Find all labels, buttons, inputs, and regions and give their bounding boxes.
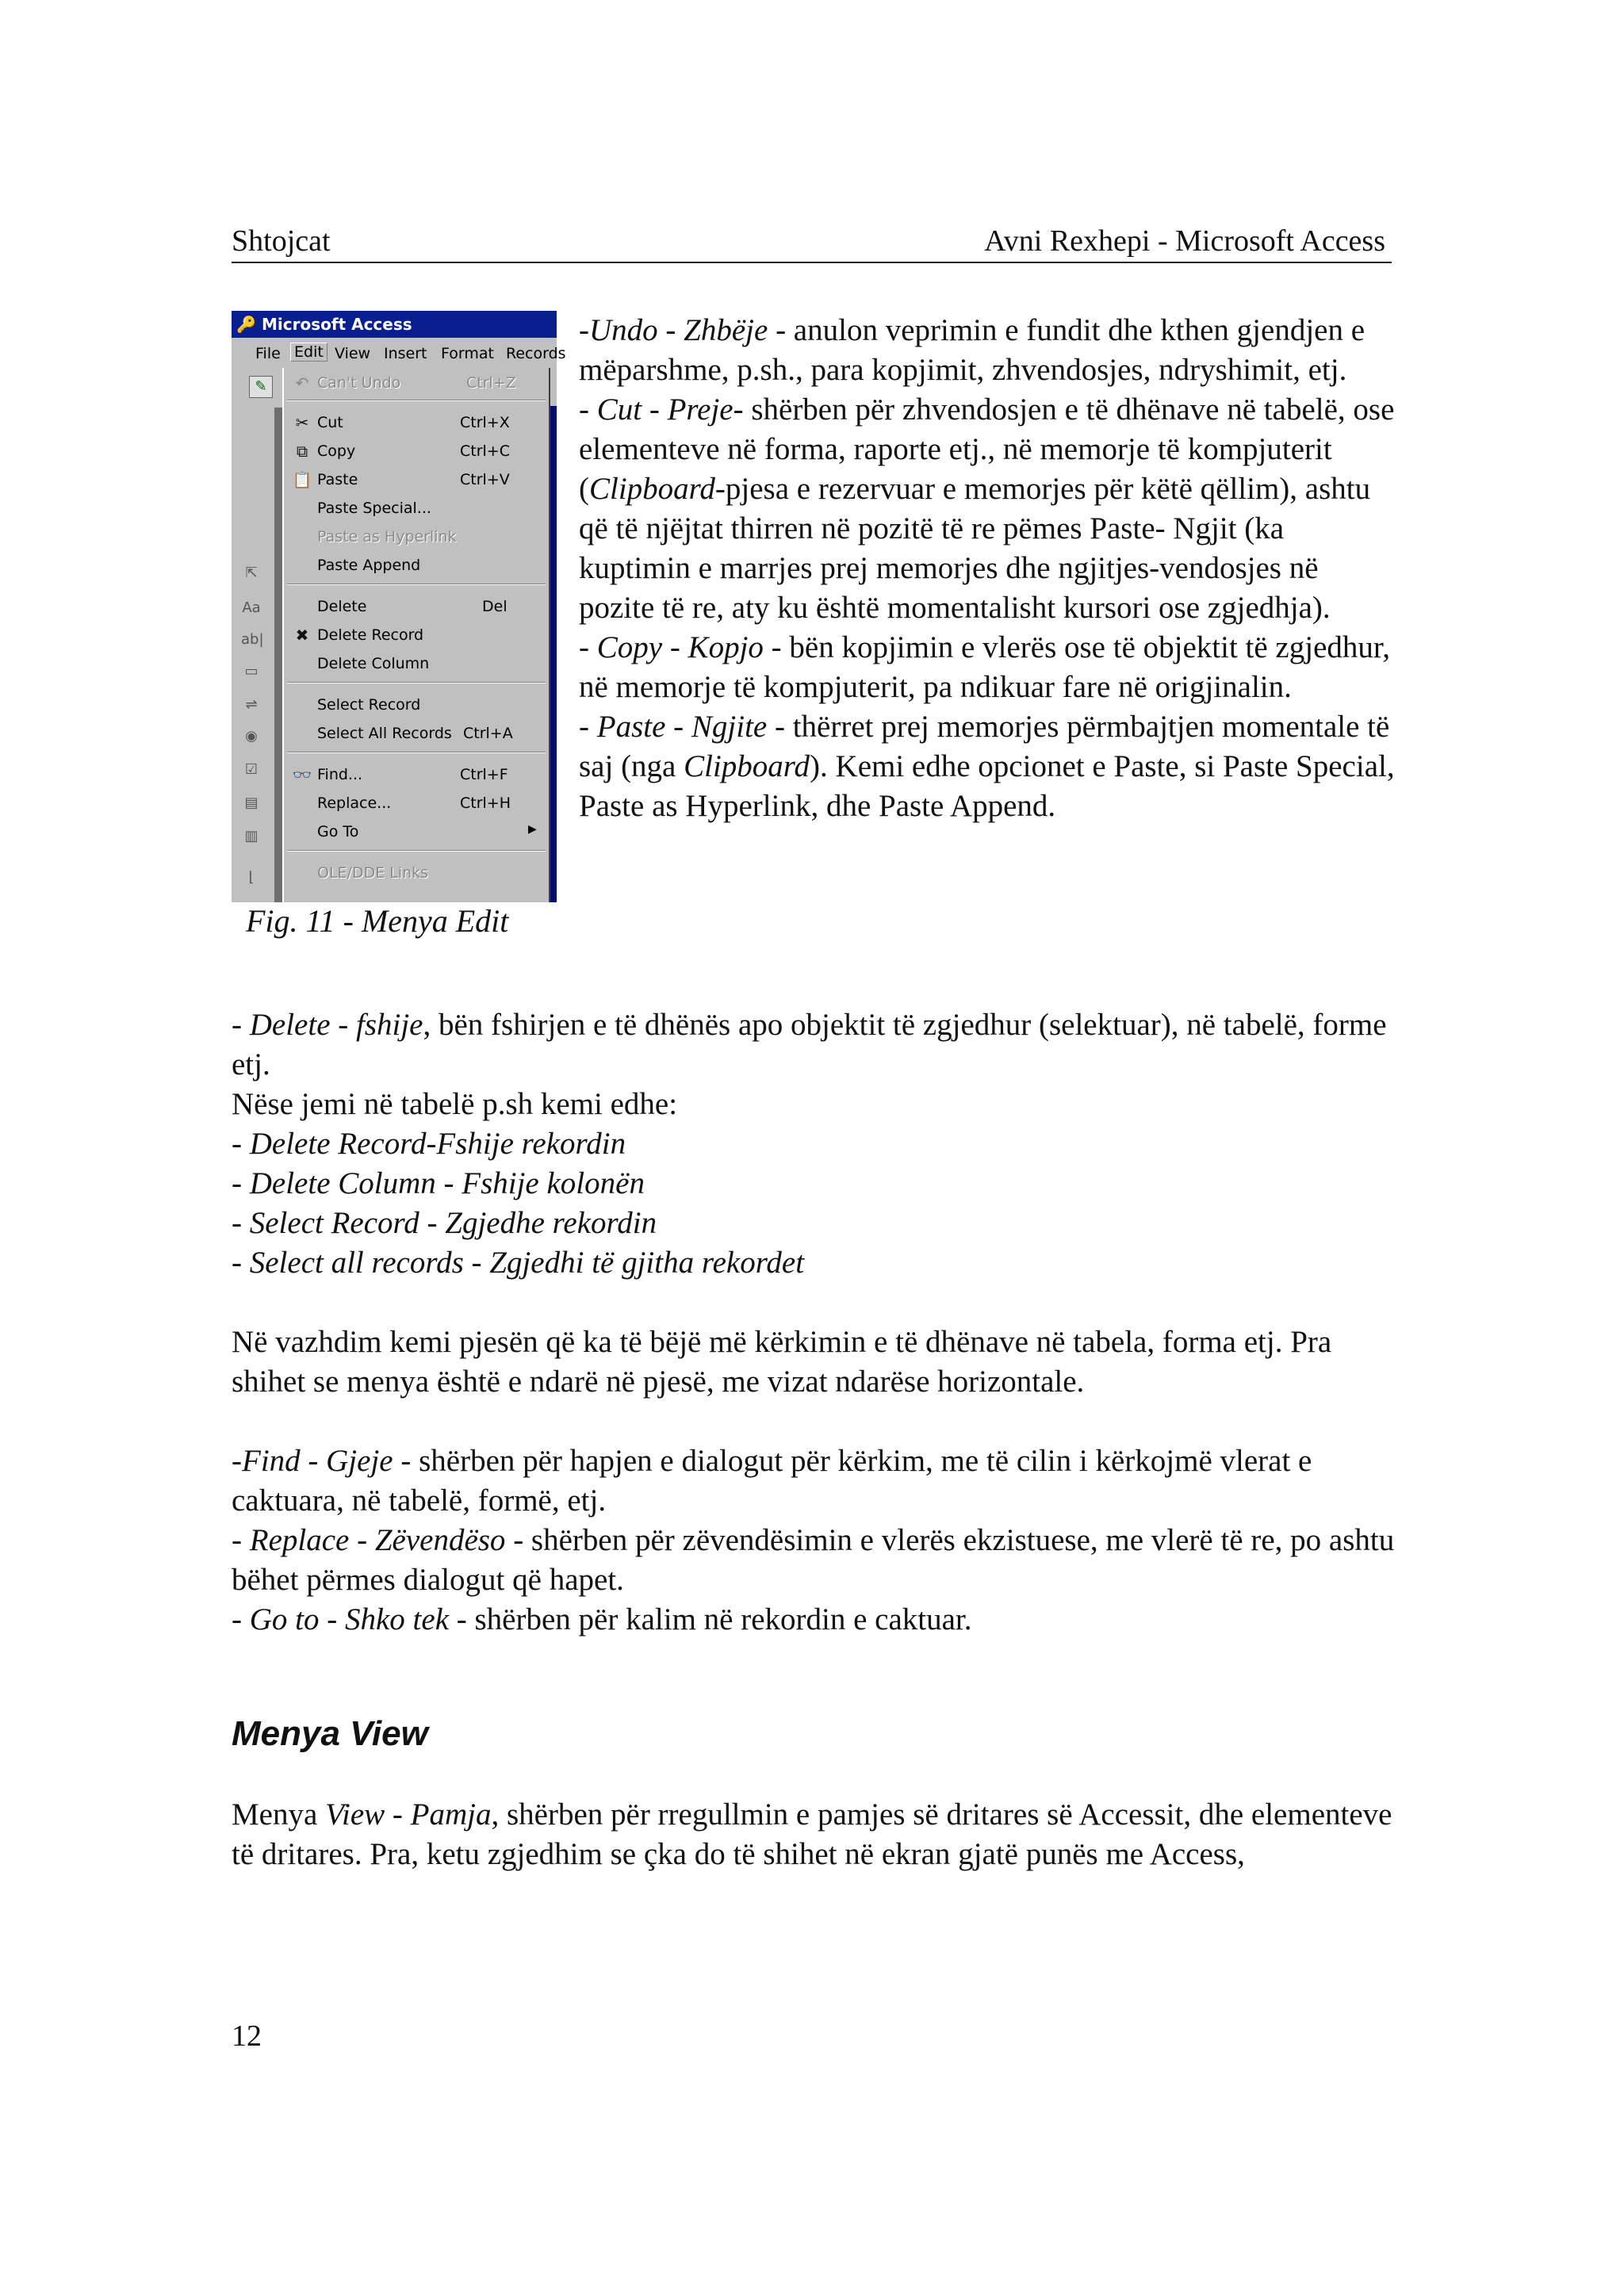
menu-item-shortcut: Ctrl+C [460,442,510,460]
header-book-title: Avni Rexhepi - Microsoft Access [984,224,1385,258]
access-key-icon: 🔑 [236,315,256,334]
menu-item-label: Paste as Hyperlink [317,528,457,545]
term-italic: Undo - Zhbëje [589,313,768,347]
text-body: - shërben për zhvendosjen e të dhënave në tabelë, ose elementeve në forma, raporte etj., në memorje të kompjuterit ( [579,392,1395,506]
text-prefix: - [232,1523,250,1557]
menu-item-delete-record [284,622,549,649]
text-body: - shërben për kalim në rekordin e caktuar. [449,1602,972,1636]
menu-item-shortcut: Ctrl+H [460,794,511,812]
option-group-icon: ▭ [244,663,259,679]
menu-item-label: Copy [317,442,356,460]
menu-item-copy [284,438,549,465]
replace-paragraph [232,1521,1397,1600]
table-item: - Delete Column - Fshije kolonën [232,1166,645,1200]
term-italic: Find - Gjeje [242,1444,393,1478]
menu-item-shortcut: Ctrl+Z [466,374,516,392]
term-italic: Delete Column - Fshije kolonën [249,1166,645,1200]
toggle-tool-icon: ⇌ [245,696,258,713]
goto-paragraph [232,1600,1397,1640]
term-italic: Select Record - Zgjedhe rekordin [249,1206,657,1240]
menu-separator [287,752,546,753]
menu-item-replace [284,790,549,817]
menu-item-delete-column [284,650,549,677]
table-intro: Nëse jemi në tabelë p.sh kemi edhe: [232,1087,678,1121]
running-header [232,222,1392,263]
menu-item-label: Select Record [317,696,421,714]
menu-view: View [335,345,371,362]
menu-item-goto [284,818,549,845]
menu-separator [287,850,546,852]
menu-item-cut [284,409,549,436]
menu-item-delete [284,593,549,620]
menu-item-shortcut: Del [482,598,508,615]
menu-item-label: Delete Column [317,655,430,672]
table-item: - Select all records - Zgjedhi të gjitha rekordet [232,1246,805,1280]
text-body: -pjesa e rezervuar e memorjes për këtë qëllim), ashtu që të njëjtat thirren në pozitë të re pëmes Paste- Ngjit (ka kuptimin e marrjes prej memorjes dhe ngjitjes-vendosjes në pozite të re, aty ku është momentalisht kursori ose zgjedhja). [579,472,1371,625]
menu-separator [287,584,546,585]
section-heading: Menya View [232,1714,428,1753]
option-button-icon: ◉ [245,728,258,745]
term-italic: Go to - Shko tek [249,1602,450,1636]
text-body: - shërben për hapjen e dialogut për kërkim, me të cilin i kërkojmë vlerat e caktuara, në tabelë, formë, etj. [232,1444,1312,1518]
delete-record-icon: ✖ [295,626,309,645]
search-paragraph: Në vazhdim kemi pjesën që ka të bëjë më kërkimin e të dhënave në tabela, forma etj. Pra shihet se menya është e ndarë në pjesë, me vizat ndarëse horizontale. [232,1325,1332,1399]
text-body: , shërben për rregullmin e pamjes së dritares së Accessit, dhe elementeve të dritares. Pra, ketu zgjedhim se çka do të shihet në ekran gjatë punës me Access, [232,1797,1392,1871]
find-section [232,1441,1397,1640]
toolbox [233,563,266,896]
text-prefix: - [579,630,597,664]
binoculars-icon: 👓 [292,765,312,784]
menu-item-label: Replace... [317,794,392,812]
view-paragraph [232,1795,1397,1874]
term-italic: Clipboard [684,749,810,783]
menu-item-shortcut: Ctrl+F [460,766,508,783]
checkbox-tool-icon: ☑ [244,761,259,778]
text-prefix: - [232,1444,242,1478]
menu-item-label: Paste [317,471,358,488]
cut-paragraph [579,390,1396,628]
design-view-icon: ✎ [249,376,273,398]
textbox-tool-icon: ab| [241,631,264,648]
window-titlebar [232,311,557,338]
menu-item-paste [284,466,549,493]
edit-menu-screenshot [232,311,566,902]
menu-item-undo [284,369,549,396]
text-body: - shërben për zëvendësimin e vlerës ekzistuese, me vlerë të re, po ashtu bëhet përmes dialogut që hapet. [232,1523,1395,1597]
text-body: - bën kopjimin e vlerës ose të objektit të zgjedhur, në memorje të kompjuterit, pa ndikuar fare në origjinalin. [579,630,1391,704]
term-italic: Copy - Kopjo [596,630,764,664]
copy-icon: ⧉ [296,442,308,461]
menu-item-label: Find... [317,766,363,783]
menu-item-label: OLE/DDE Links [317,864,429,882]
menu-item-label: Cut [317,414,343,431]
find-paragraph [232,1441,1397,1521]
text-body: - anulon veprimin e fundit dhe kthen gjendjen e mëparshme, p.sh., para kopjimit, zhvendosjes, ndryshimit, etj. [579,313,1365,387]
delete-paragraph [232,1005,1397,1085]
term-italic: Select all records - Zgjedhi të gjitha rekordet [249,1246,805,1280]
term-italic: View - Pamja [325,1797,492,1832]
menu-item-label: Paste Append [317,557,421,574]
copy-paragraph [579,628,1396,707]
menubar [232,338,566,368]
pointer-icon: ⇱ [245,565,258,581]
text-body: ). Kemi edhe opcionet e Paste, si Paste Special, Paste as Hyperlink, dhe Paste Append. [579,749,1395,823]
header-section-title: Shtojcat [232,224,331,258]
term-italic: Clipboard [589,472,715,506]
scissors-icon: ✂ [295,413,309,432]
page-number: 12 [232,2019,262,2053]
paste-icon: 📋 [292,470,312,489]
undo-paragraph [579,311,1396,390]
paste-paragraph [579,707,1396,826]
menu-item-label: Delete Record [317,626,424,644]
text-prefix: - [579,313,589,347]
menu-item-shortcut: Ctrl+X [460,414,510,431]
menu-item-label: Paste Special... [317,500,431,517]
label-tool-icon: Aa [242,599,261,616]
search-section [232,1323,1397,1402]
list-tool-icon: ▥ [244,828,259,844]
text-body: , bën fshirjen e të dhënës apo objektit të zgjedhur (selektuar), në tabelë, forme etj. [232,1008,1387,1081]
text-prefix: - [579,710,597,744]
submenu-arrow-icon: ▶ [528,823,537,836]
view-section [232,1795,1397,1874]
combo-tool-icon: ▤ [244,794,259,811]
right-column-text [579,311,1396,826]
text-prefix: - [232,1602,250,1636]
menu-item-find [284,761,549,788]
edit-dropdown-menu [282,368,550,902]
menu-item-shortcut: Ctrl+A [463,725,513,742]
text-prefix: - [579,392,597,427]
term-italic: Delete Record-Fshije rekordin [249,1127,626,1161]
menu-item-label: Select All Records [317,725,452,742]
term-italic: Replace - Zëvendëso [249,1523,506,1557]
menu-separator [287,400,546,401]
menu-separator [287,682,546,683]
table-item: - Delete Record-Fshije rekordin [232,1127,626,1161]
window-edge [274,408,282,902]
text-body: - thërret prej memorjes përmbajtjen momentale të saj (nga [579,710,1390,783]
undo-icon: ↶ [295,373,309,392]
menu-format: Format [441,345,494,362]
text-prefix: Menya [232,1797,326,1832]
menu-records: Records [506,345,566,362]
figure-caption: Fig. 11 - Menya Edit [246,903,509,939]
menu-item-paste-special [284,495,549,522]
delete-section [232,1005,1397,1283]
menu-item-select-record [284,691,549,718]
term-italic: Cut - Preje [596,392,733,427]
menu-item-shortcut: Ctrl+V [460,471,510,488]
menu-insert: Insert [384,345,427,362]
menu-item-paste-append [284,552,549,579]
table-item: - Select Record - Zgjedhe rekordin [232,1206,657,1240]
menu-edit: Edit [290,343,327,362]
toolbar-strip [232,368,281,408]
window-title: Microsoft Access [262,315,412,334]
line-tool-icon: ⌊ [248,869,255,886]
text-prefix: - [232,1008,250,1042]
menu-item-paste-hyperlink [284,523,549,550]
menu-item-label: Can't Undo [317,374,401,392]
menu-item-label: Delete [317,598,367,615]
term-italic: Paste - Ngjite [596,710,768,744]
term-italic: Delete - fshije [249,1008,423,1042]
menu-item-ole-links [284,859,549,886]
menu-item-label: Go To [317,823,359,840]
menu-file: File [255,345,281,362]
menu-item-select-all [284,720,549,747]
